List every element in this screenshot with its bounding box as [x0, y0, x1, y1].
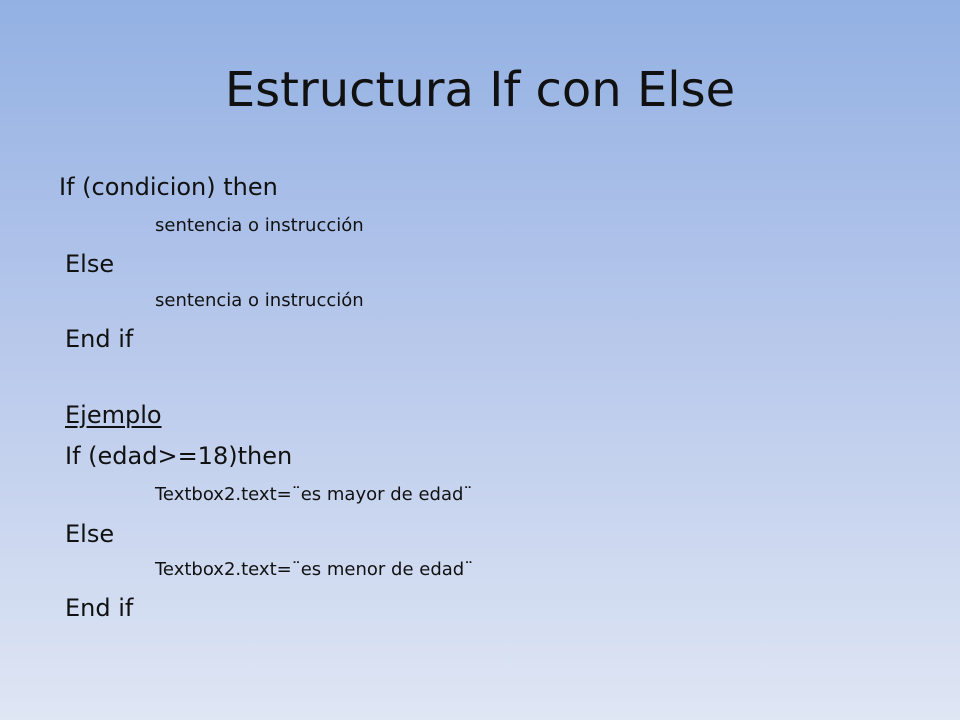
syntax-if-line: If (condicion) then	[59, 173, 278, 201]
example-else-line: Else	[65, 520, 115, 548]
example-if-line: If (edad>=18)then	[65, 442, 293, 470]
syntax-end-if-line: End if	[65, 325, 134, 353]
syntax-else-statement-line: sentencia o instrucción	[155, 290, 364, 311]
example-false-statement-line: Textbox2.text=¨es menor de edad¨	[155, 559, 474, 580]
syntax-statement-line: sentencia o instrucción	[155, 215, 364, 236]
example-heading: Ejemplo	[65, 401, 162, 429]
example-end-if-line: End if	[65, 594, 134, 622]
example-true-statement-line: Textbox2.text=¨es mayor de edad¨	[155, 484, 473, 505]
syntax-else-line: Else	[65, 250, 115, 278]
slide-title: Estructura If con Else	[224, 62, 736, 118]
